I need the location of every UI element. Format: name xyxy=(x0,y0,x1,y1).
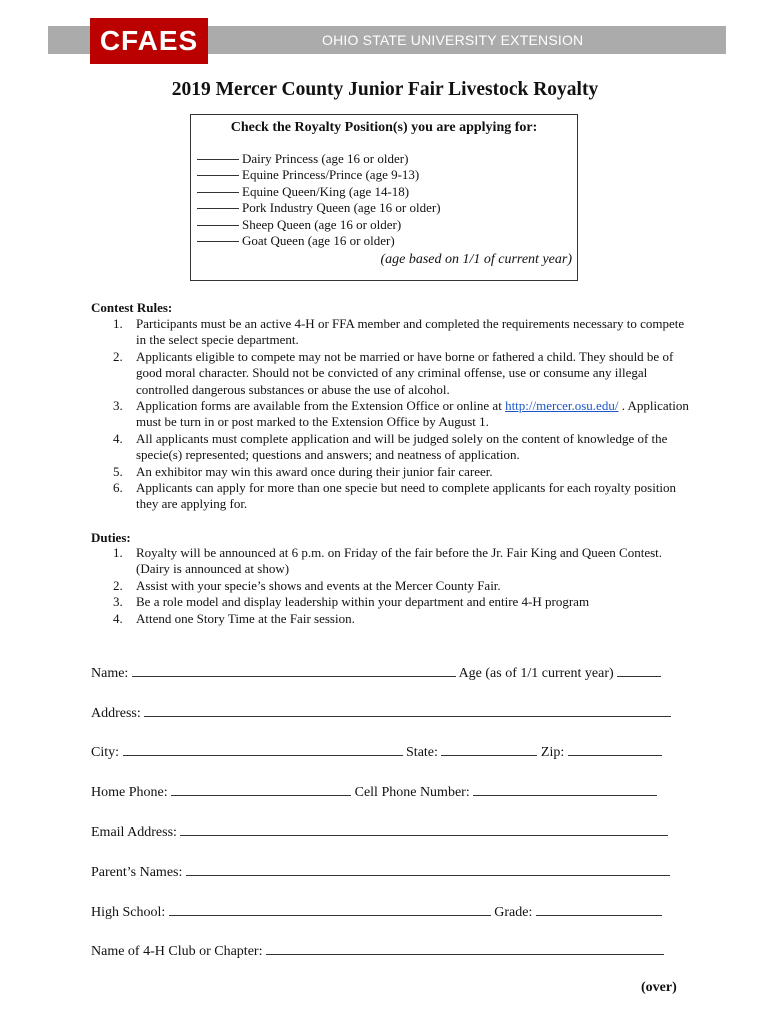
list-item: 2. Applicants eligible to compete may not be married or have borne or fathered a child. They should be of good moral character. Should not be convicted of any criminal offense, use or consume any illegal controlled dangerous substances or abuse the use of alcohol. xyxy=(113,348,674,397)
zip-field[interactable] xyxy=(568,741,662,756)
address-label: Address: xyxy=(91,706,141,721)
list-item: 2. Assist with your specie’s shows and events at the Mercer County Fair. xyxy=(113,577,501,593)
position-checkbox-line[interactable] xyxy=(197,225,239,226)
name-row xyxy=(91,662,661,682)
position-checkbox-line[interactable] xyxy=(197,175,239,176)
school-row xyxy=(91,901,662,921)
city-label: City: xyxy=(91,745,120,760)
position-item[interactable]: Goat Queen (age 16 or older) xyxy=(197,233,441,249)
state-label: State: xyxy=(406,745,438,760)
list-item: 1. Participants must be an active 4-H or FFA member and completed the requirements necessary to compete in the select specie department. xyxy=(113,316,685,348)
position-item[interactable]: Pork Industry Queen (age 16 or older) xyxy=(197,200,441,216)
duties-list xyxy=(91,545,691,627)
phone-row xyxy=(91,781,657,801)
city-row xyxy=(91,741,662,761)
extension-link[interactable]: http://mercer.osu.edu/ xyxy=(505,398,619,414)
name-label: Name: xyxy=(91,666,129,681)
school-label: High School: xyxy=(91,905,166,920)
email-row xyxy=(91,821,668,841)
page-title: 2019 Mercer County Junior Fair Livestock Royalty xyxy=(171,79,599,100)
positions-list xyxy=(197,151,441,249)
position-item[interactable]: Sheep Queen (age 16 or older) xyxy=(197,217,441,233)
contest-rules-heading: Contest Rules: xyxy=(91,300,173,315)
parents-field[interactable] xyxy=(186,861,670,876)
club-label: Name of 4-H Club or Chapter: xyxy=(91,944,263,959)
over-note: (over) xyxy=(641,980,677,995)
position-checkbox-line[interactable] xyxy=(197,241,239,242)
address-field[interactable] xyxy=(144,702,671,717)
state-field[interactable] xyxy=(441,741,537,756)
list-item: 1. Royalty will be announced at 6 p.m. on Friday of the fair before the Jr. Fair King and Queen Contest. (Dairy is announced at show) xyxy=(113,545,663,577)
list-item: 4. All applicants must complete application and will be judged solely on the content of knowledge of the specie(s) represented; questions and answers; and neatness of application. xyxy=(113,430,668,463)
zip-label: Zip: xyxy=(540,745,565,760)
contest-rules-list xyxy=(91,316,691,513)
list-item: 4. Attend one Story Time at the Fair session. xyxy=(113,610,355,626)
position-item[interactable]: Equine Queen/King (age 14-18) xyxy=(197,184,441,200)
home-phone-label: Home Phone: xyxy=(91,785,168,800)
email-field[interactable] xyxy=(180,821,668,836)
home-phone-field[interactable] xyxy=(171,781,351,796)
cfaes-logo: CFAES xyxy=(90,18,208,64)
list-item: 5. An exhibitor may win this award once during their junior fair career. xyxy=(113,463,493,479)
position-item[interactable]: Dairy Princess (age 16 or older) xyxy=(197,151,441,167)
age-note: (age based on 1/1 of current year) xyxy=(380,252,572,267)
grade-field[interactable] xyxy=(536,901,662,916)
duties-heading: Duties: xyxy=(91,530,131,545)
org-name: OHIO STATE UNIVERSITY EXTENSION xyxy=(322,32,584,48)
position-checkbox-line[interactable] xyxy=(197,208,239,209)
school-field[interactable] xyxy=(169,901,491,916)
positions-heading: Check the Royalty Position(s) you are applying for: xyxy=(230,120,538,135)
list-item: 3. Be a role model and display leadership within your department and entire 4-H program xyxy=(113,594,590,610)
position-item[interactable]: Equine Princess/Prince (age 9-13) xyxy=(197,167,441,183)
position-checkbox-line[interactable] xyxy=(197,159,239,160)
age-label: Age (as of 1/1 current year) xyxy=(458,666,614,681)
email-label: Email Address: xyxy=(91,825,177,840)
club-row xyxy=(91,940,664,960)
parents-label: Parent’s Names: xyxy=(91,865,183,880)
position-checkbox-line[interactable] xyxy=(197,192,239,193)
cell-phone-field[interactable] xyxy=(473,781,657,796)
cell-phone-label: Cell Phone Number: xyxy=(354,785,470,800)
list-item: 3. Application forms are available from the Extension Office or online at http://mercer.osu.edu/ . Application must be turn in or post marked to the Extension Office by August 1. xyxy=(113,398,689,430)
city-field[interactable] xyxy=(123,741,403,756)
positions-box xyxy=(190,114,578,281)
name-field[interactable] xyxy=(132,662,456,677)
list-item: 6. Applicants can apply for more than one specie but need to complete applicants for each royalty position they are applying for. xyxy=(113,480,677,512)
age-field[interactable] xyxy=(617,662,661,677)
address-row xyxy=(91,702,671,722)
club-field[interactable] xyxy=(266,940,664,955)
parents-row xyxy=(91,861,670,881)
grade-label: Grade: xyxy=(494,905,533,920)
